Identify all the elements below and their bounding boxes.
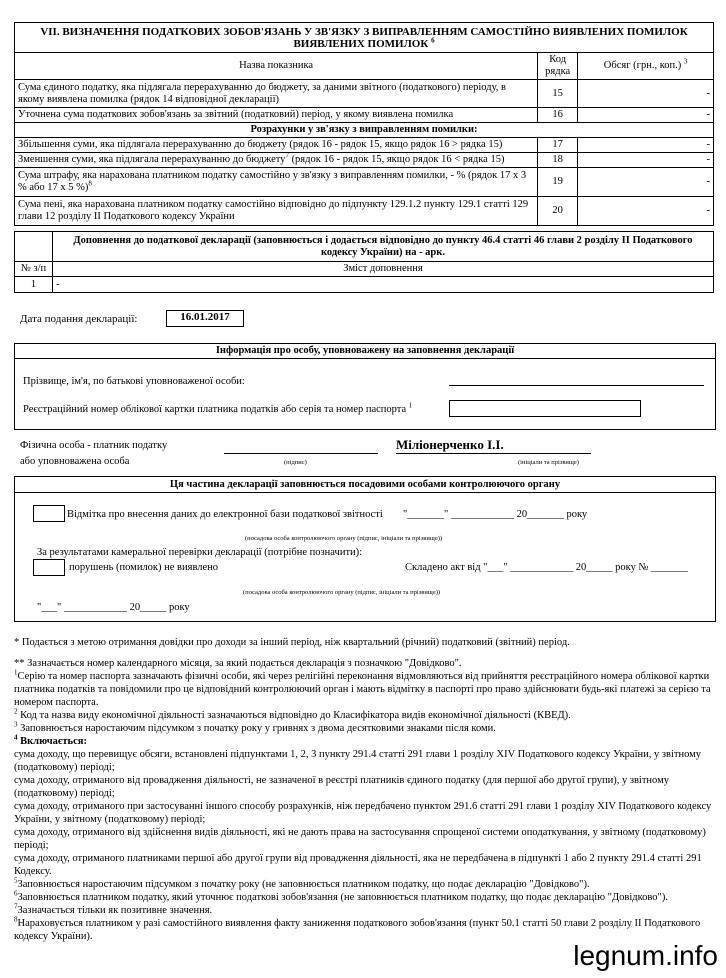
signer-name-line [396,453,591,454]
row-19-value: - [578,168,714,197]
signature-line[interactable] [224,453,378,454]
row-15-name: Сума єдиного податку, яка підлягала перерахуванню до бюджету, за даними звітного (податкового) періоду, в якому виявлена помилка (рядок 14 відповідної декларації) [15,80,538,108]
act-label: Складено акт від "___" ____________ 20_____ року № _______ [405,562,688,573]
no-violation-label: порушень (помилок) не виявлено [69,562,219,573]
signature-caption: (підпис) [284,459,307,466]
row-18-value: - [578,153,714,168]
electronic-db-date: "_______" ____________ 20_______ року [403,509,588,520]
row-20-value: - [578,197,714,226]
signer-name: Міліонерченко І.І. [396,437,504,452]
footnote-7: $^7$Зазначається тільки як позитивне значення. [14,902,213,916]
additions-title: Доповнення до податкової декларації (заповнюється і додається відповідно до пункту 46.4 статті 46 глави 2 розділу II Податкового кодексу України) на - арк. [52,232,713,262]
additions-table [14,231,714,293]
footnote-4-item: сума доходу, отриманого платниками першої або другої групи від провадження діяльності, яка не передбачена в підпункті 1 або 2 пункту 291.4 статті 291 Кодексу. [14,853,702,877]
submission-date-label: Дата подання декларації: [20,313,138,325]
footnote-3: $^3$ Заповнюється наростаючим підсумком з початку року у гривнях з двома десятковими знаками після коми. [14,720,496,734]
additions-col-num: № з/п [15,262,53,277]
col-name-header: Назва показника [15,53,538,80]
footnote-2star: ** Зазначається номер календарного місяця, за який подається декларація з позначкою "Довідково". [14,658,462,669]
row-19-code: 19 [538,168,578,197]
footnotes [14,636,714,943]
authorized-person-title: Інформація про особу, уповноважену на заповнення декларації [15,344,715,359]
authorized-person-panel [14,343,716,430]
footnote-5: $^5$Заповнюється наростаючим підсумком з початку року (не заповнюється платником податку, що подає декларацію "Довідково"). [14,876,590,890]
additions-row-num: 1 [15,277,53,293]
authorized-name-label: Прізвище, ім'я, по батькові уповноваженої особи: [23,376,245,387]
footnote-4-item: сума доходу, отриманого від провадження діяльності, не зазначеної в реєстрі платників єдиного податку (для першої або другої групи), у звітному (податковому) періоді; [14,775,669,799]
col-amount-header: Обсяг (грн., коп.) $^3$ [578,53,714,80]
footnote-4-title: $^4$ Включається: [14,733,87,747]
row-20-code: 20 [538,197,578,226]
signer-label-1: Фізична особа - платник податку [20,440,168,451]
row-17-code: 17 [538,138,578,153]
initials-caption: (ініціали та прізвище) [518,459,579,466]
signer-label-2: або уповноважена особа [20,456,130,467]
authorized-name-line[interactable] [449,385,704,386]
authorized-tax-field[interactable] [449,400,641,417]
calc-subheader: Розрахунки у зв'язку з виправленням помилки: [15,123,714,138]
row-16-value: - [578,108,714,123]
section7-title: VII. ВИЗНАЧЕННЯ ПОДАТКОВИХ ЗОБОВ'ЯЗАНЬ У ЗВ'ЯЗКУ З ВИПРАВЛЕННЯМ САМОСТІЙНО ВИЯВЛЕНИХ ПОМИЛОК ВИЯВЛЕНИХ ПОМИЛОК $^6$ [15,23,714,53]
footnote-2: $^2$ Код та назва виду економічної діяльності зазначаються відповідно до Класифікатора видів економічної діяльності (КВЕД). [14,707,571,721]
row-17-name: Збільшення суми, яка підлягала перерахуванню до бюджету (рядок 16 - рядок 15, якщо рядок 16 > рядка 15) [15,138,538,153]
submission-date-field[interactable]: 16.01.2017 [166,310,244,327]
row-15-code: 15 [538,80,578,108]
official-caption-1: (посадова особа контролюючого органу (підпис, ініціали та прізвище)) [245,535,443,542]
additions-row-content: - [52,277,713,293]
control-panel [14,476,716,622]
electronic-db-label: Відмітка про внесення даних до електронної бази податкової звітності [67,509,383,520]
row-16-code: 16 [538,108,578,123]
electronic-db-checkbox[interactable] [33,505,65,522]
row-19-name: Сума штрафу, яка нарахована платником податку самостійно у зв'язку з виправленням помилки, - % (рядок 17 х 3 % або 17 х 5 %)$^8$ [15,168,538,197]
watermark-logo: legnum.info [573,940,718,971]
row-18-name: Зменшення суми, яка підлягала перерахуванню до бюджету$^7$ (рядок 16 - рядок 15, якщо рядок 16 < рядка 15) [15,153,538,168]
row-20-name: Сума пені, яка нарахована платником податку самостійно відповідно до підпункту 129.1.2 пункту 129.1 статті 129 глави 12 розділу II Податкового кодексу України [15,197,538,226]
additions-col-content: Зміст доповнення [52,262,713,277]
row-15-value: - [578,80,714,108]
footnote-4-item: сума доходу, отриманого від здійснення видів діяльності, які не дають права на застосування спрощеної системи оподаткування, у звітному (податковому) періоді; [14,827,706,851]
section7-table [14,22,714,226]
row-18-code: 18 [538,153,578,168]
control-date: "___" ____________ 20_____ року [37,602,190,613]
no-violation-checkbox[interactable] [33,559,65,576]
footnote-4-item: сума доходу, що перевищує обсяги, встановлені підпунктами 1, 2, 3 пункту 291.4 статті 291 глави 1 розділу XIV Податкового кодексу України, у звітному (податковому) періоді; [14,749,702,773]
footnote-1: $^1$Серію та номер паспорта зазначають фізичні особи, які через релігійні переконання відмовляються від прийняття реєстраційного номера облікової картки платника податків та повідомили про це відповідний контролюючий орган і мають відмітку в паспорті про право здійснювати будь-які платежі за серією та номером паспорта. [14,668,711,708]
footnote-8: $^8$Нараховується платником у разі самостійного виявлення факту заниження податкового зобов'язання (пункт 50.1 статті 50 глави 2 розділу II Податкового кодексу України). [14,915,701,942]
row-16-name: Уточнена сума податкових зобов'язань за звітний (податковий) період, у якому виявлена помилка [15,108,538,123]
footnote-star: * Подається з метою отримання довідки про доходи за інший період, ніж квартальний (річний) податковий (звітний) період. [14,637,570,648]
row-17-value: - [578,138,714,153]
col-code-header: Код рядка [538,53,578,80]
authorized-tax-label: Реєстраційний номер облікової картки платника податків або серія та номер паспорта $^1$ [23,401,413,415]
footnote-4-item: сума доходу, отриманого при застосуванні іншого способу розрахунків, ніж передбачено пунктом 291.6 статті 291 глави 1 розділу XIV Податкового кодексу України, у звітному (податковому) періоді; [14,801,712,825]
official-caption-2: (посадова особа контролюючого органу (підпис, ініціали та прізвище)) [243,589,441,596]
check-result-label: За результатами камеральної перевірки декларації (потрібне позначити): [37,547,363,558]
footnote-6: $^6$Заповнюється платником податку, який уточнює податкові зобов'язання (не заповнюється платником податку, що подає декларацію "Довідково"). [14,889,668,903]
control-title: Ця частина декларації заповнюється посадовими особами контролюючого органу [15,477,715,493]
